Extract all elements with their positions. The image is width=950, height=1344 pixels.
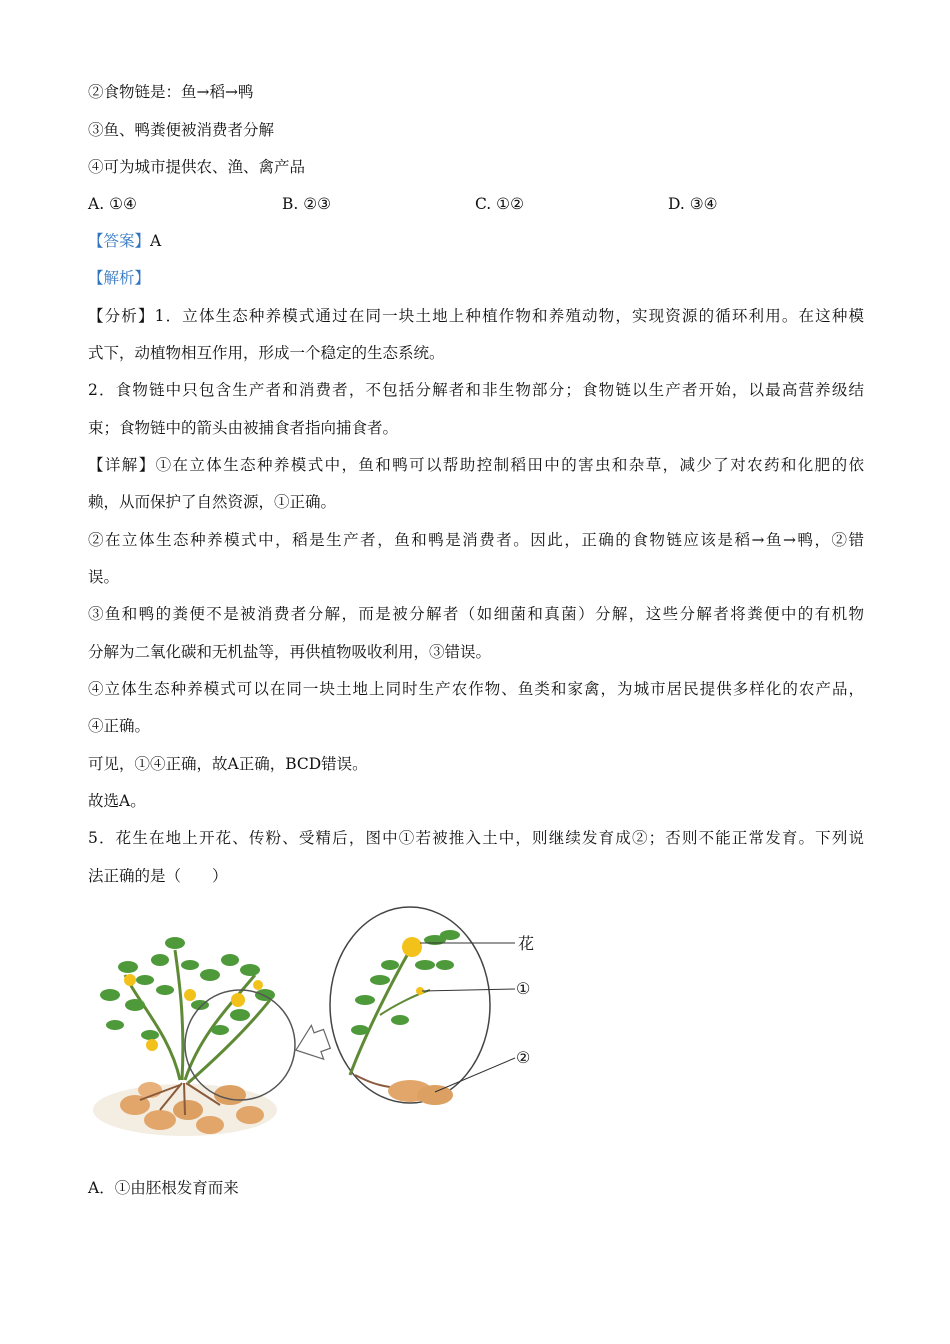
answer-label: 【答案】	[88, 232, 151, 250]
detail-4-line2: ④正确。	[88, 717, 151, 735]
option-letter: D.	[668, 195, 685, 213]
option-b	[282, 194, 331, 214]
label-flower: 花	[518, 934, 535, 953]
peanut-plant-figure	[90, 905, 550, 1145]
analysis-p2-line2: 束；食物链中的箭头由被捕食者指向捕食者。	[88, 419, 399, 437]
detail-label: 【详解】	[88, 456, 156, 474]
analysis-label: 【分析】	[88, 307, 155, 325]
option-a	[88, 194, 137, 214]
detail-1-line2: 赖，从而保护了自然资源，①正确。	[88, 493, 337, 511]
answer-value: A	[150, 232, 162, 250]
answer-line	[88, 231, 161, 251]
detail-conclusion: 可见，①④正确，故A正确，BCD错误。	[88, 755, 368, 773]
detail-text: ①在立体生态种养模式中，鱼和鸭可以帮助控制稻田中的害虫和杂草，减少了对农药和化肥的依	[155, 456, 864, 474]
explanation-label: 【解析】	[88, 269, 151, 287]
label-one: ①	[516, 979, 531, 998]
analysis-p1-line1	[88, 306, 864, 326]
option-c	[475, 194, 524, 214]
question5-line2: 法正确的是（ ）	[88, 867, 228, 885]
detail-2-line1: ②在立体生态种养模式中，稻是生产者，鱼和鸭是消费者。因此，正确的食物链应该是稻→鱼→鸭，②错	[88, 531, 864, 549]
option-text: ②③	[303, 195, 332, 213]
statement-4: ④可为城市提供农、渔、禽产品	[88, 158, 306, 176]
option-text: ①④	[109, 195, 137, 213]
detail-4-line1: ④立体生态种养模式可以在同一块土地上同时生产农作物、鱼类和家禽，为城市居民提供多样化的农产品，	[88, 680, 864, 698]
zoom-circle-large	[330, 907, 490, 1103]
statement-2: ②食物链是：鱼→稻→鸭	[88, 83, 254, 101]
analysis-p1-line2: 式下，动植物相互作用，形成一个稳定的生态系统。	[88, 344, 445, 362]
detail-3-line2: 分解为二氧化碳和无机盐等，再供植物吸收利用，③错误。	[88, 643, 492, 661]
analysis-text: 1．立体生态种养模式通过在同一块土地上种植作物和养殖动物，实现资源的循环利用。在这种模	[154, 307, 864, 325]
option-d	[668, 194, 718, 214]
detail-choice: 故选A。	[88, 792, 146, 810]
question5-option-a: A．①由胚根发育而来	[88, 1179, 239, 1197]
option-letter: C.	[475, 195, 492, 213]
zoom-arrow-icon	[290, 1022, 333, 1067]
detail-1-line1	[88, 455, 864, 475]
label-two: ②	[516, 1048, 531, 1067]
detail-2-line2: 误。	[88, 568, 120, 586]
analysis-p2-line1: 2．食物链中只包含生产者和消费者，不包括分解者和非生物部分；食物链以生产者开始，以最高营养级结	[88, 381, 864, 399]
question5-line1: 5．花生在地上开花、传粉、受精后，图中①若被推入土中，则继续发育成②；否则不能正常发育。下列说	[88, 829, 864, 847]
option-letter: B.	[282, 195, 299, 213]
statement-3: ③鱼、鸭粪便被消费者分解	[88, 121, 275, 139]
option-letter: A.	[88, 195, 105, 213]
detail-3-line1: ③鱼和鸭的粪便不是被消费者分解，而是被分解者（如细菌和真菌）分解，这些分解者将粪便中的有机物	[88, 605, 864, 623]
option-text: ③④	[689, 195, 718, 213]
option-text: ①②	[496, 195, 524, 213]
